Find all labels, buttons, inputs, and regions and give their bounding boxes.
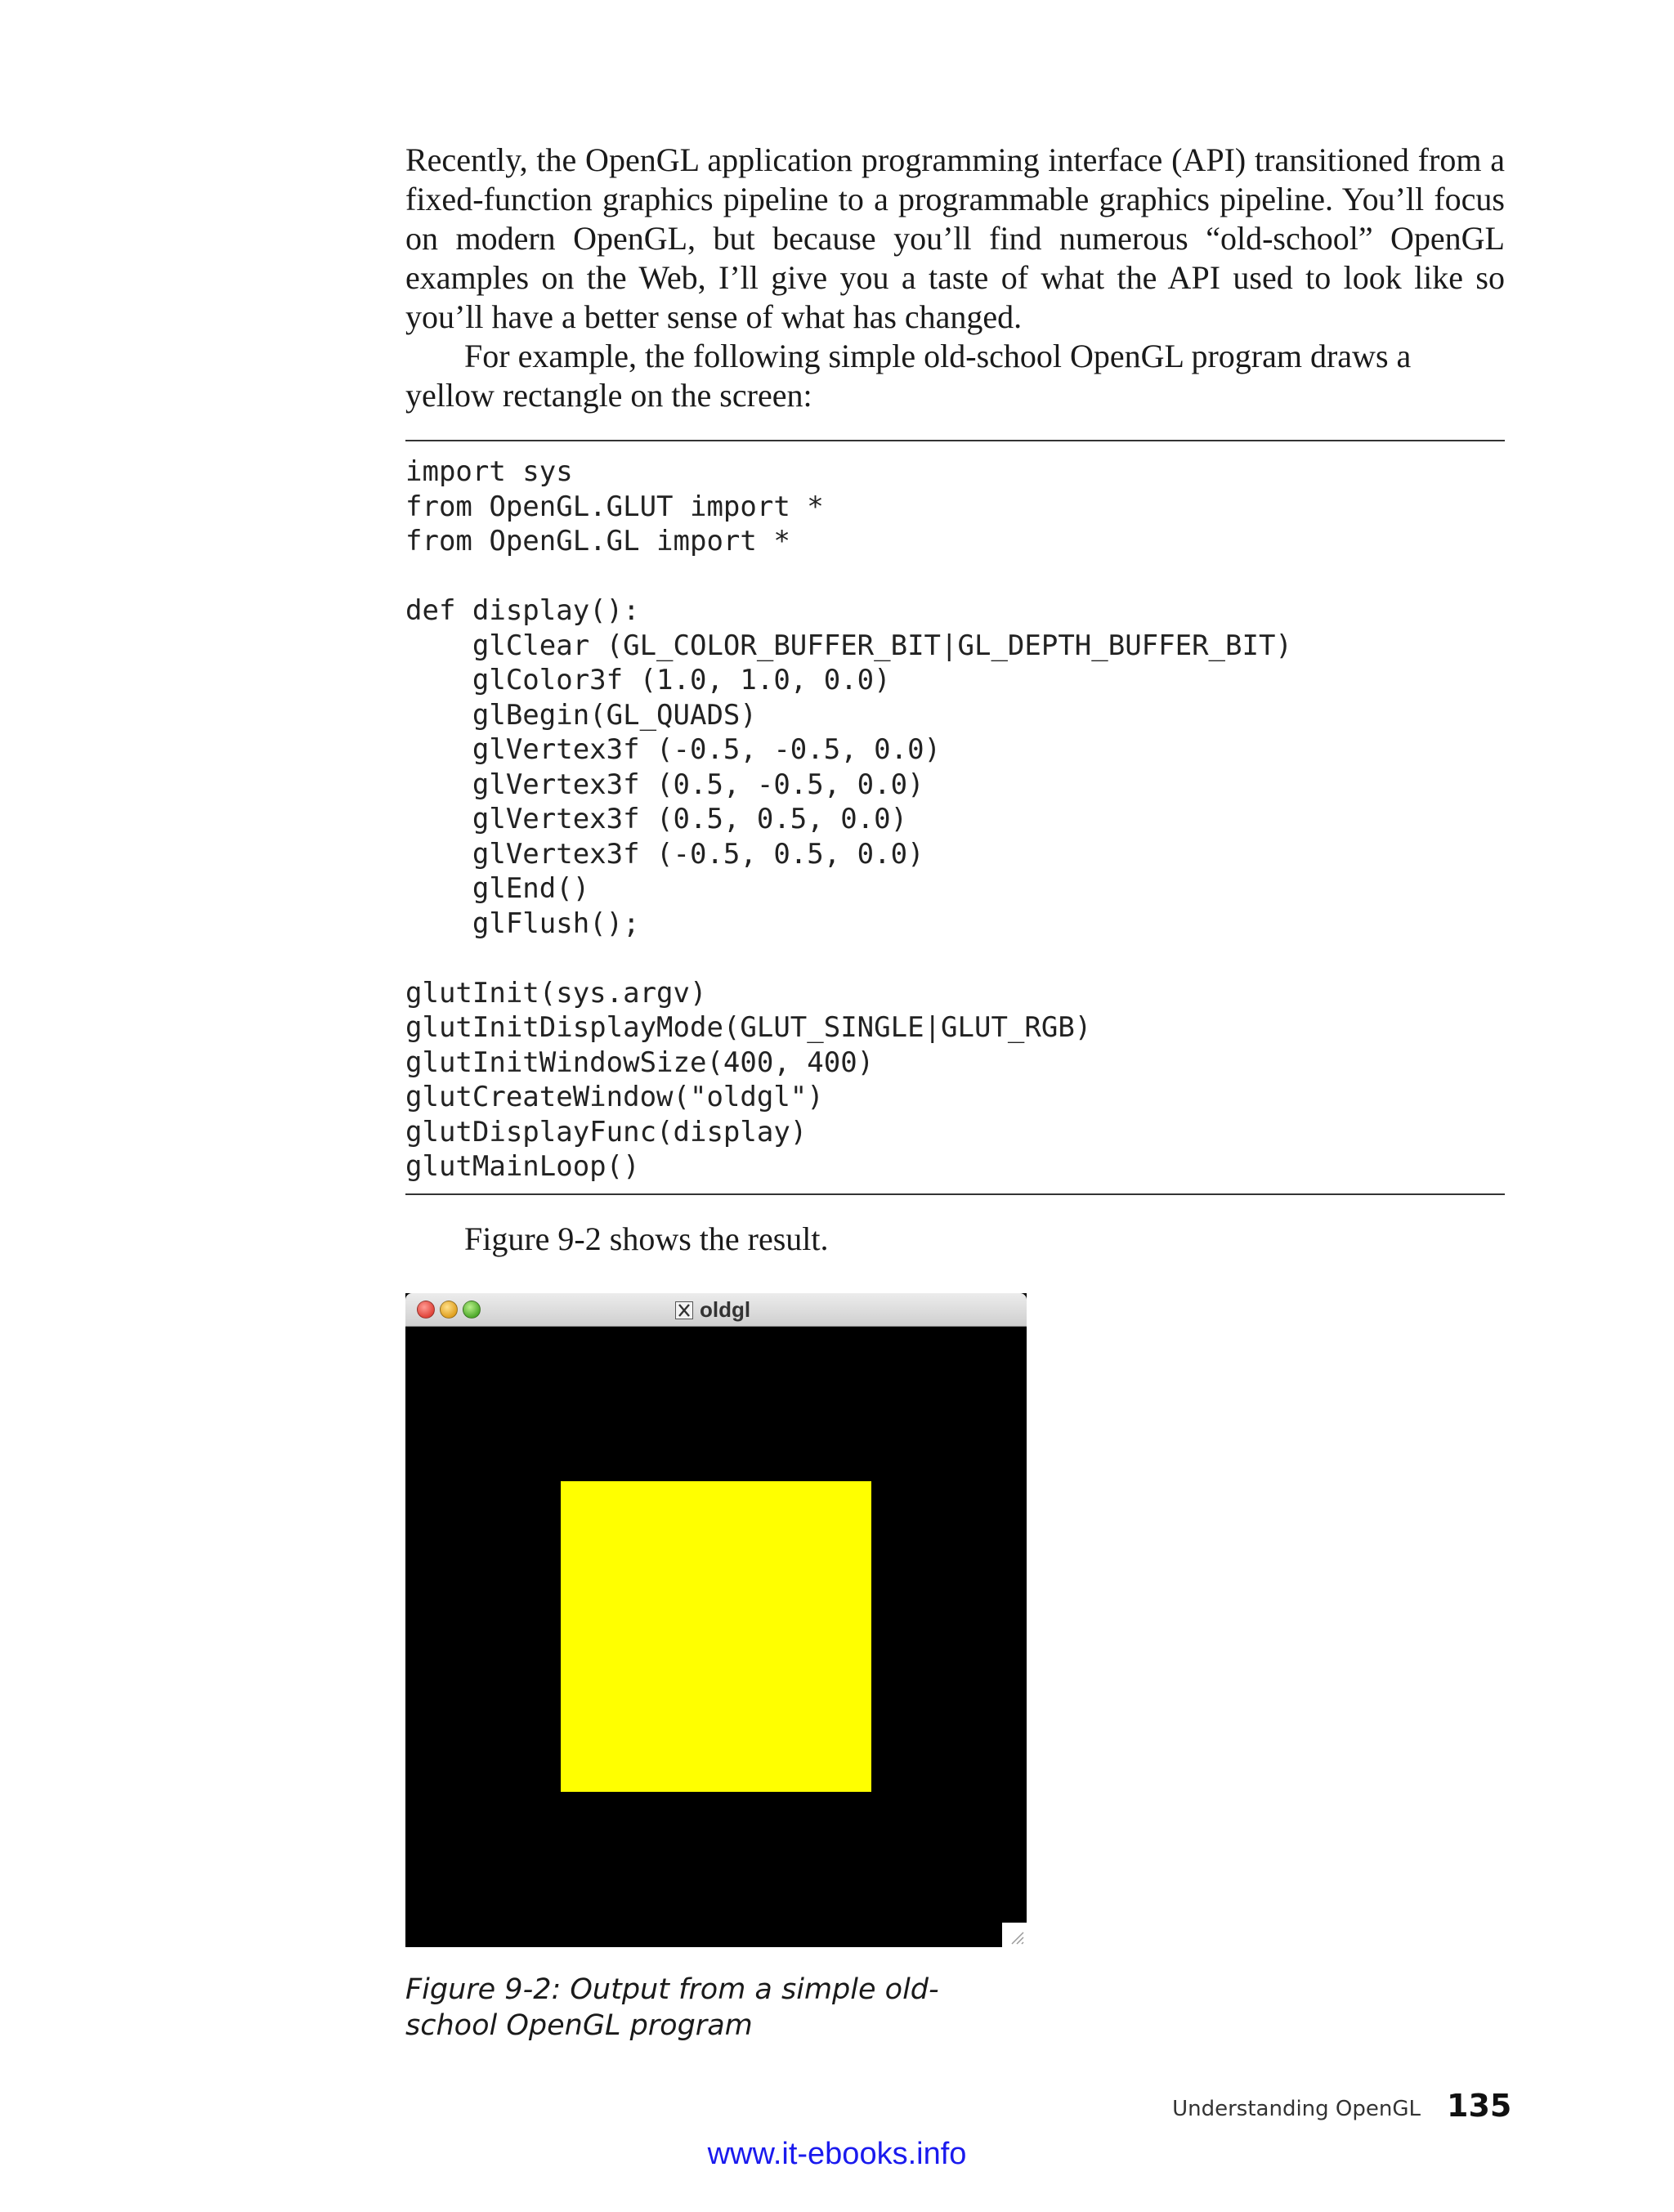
code-top-rule (405, 440, 1505, 441)
oldgl-window (405, 1293, 1027, 1947)
code-line (405, 559, 1505, 594)
code-line (405, 941, 1505, 976)
code-line: glutInitWindowSize(400, 400) (405, 1046, 875, 1079)
minimize-window-button[interactable] (440, 1301, 458, 1319)
resize-grip-icon[interactable] (1002, 1923, 1027, 1947)
paragraph-1-text: Recently, the OpenGL application programming interface (API) transitioned from a fixed-function graphics pipeline to a programmable graphics pipeline. You’ll focus on modern OpenGL, but because you’ll find numerous “old-school” OpenGL examples on the Web, I’ll give you a taste of what the API used to look like so you’ll have a better sense of what has changed. (405, 141, 1505, 335)
code-line: import sys (405, 455, 573, 488)
code-line: glVertex3f (-0.5, 0.5, 0.0) (405, 837, 924, 871)
code-line: glVertex3f (0.5, -0.5, 0.0) (405, 768, 924, 801)
paragraph-2-text: For example, the following simple old-school OpenGL program draws a yellow rectangle on the screen: (405, 338, 1412, 414)
x11-icon (675, 1301, 693, 1319)
code-line: glutInit(sys.argv) (405, 976, 707, 1010)
window-titlebar[interactable] (405, 1293, 1027, 1327)
body-paragraph-2 (405, 337, 1505, 415)
code-line: glFlush(); (405, 907, 640, 940)
code-line: glEnd() (405, 872, 590, 905)
yellow-rectangle (561, 1481, 871, 1792)
close-window-button[interactable] (417, 1301, 435, 1319)
body-paragraph-1 (405, 141, 1505, 337)
code-line: glVertex3f (0.5, 0.5, 0.0) (405, 803, 908, 835)
code-line: glutMainLoop() (405, 1150, 640, 1183)
code-line: from OpenGL.GL import * (405, 525, 790, 557)
figure-caption: Figure 9-2: Output from a simple old-school OpenGL program (405, 1973, 939, 2042)
code-line: glBegin(GL_QUADS) (405, 698, 757, 732)
code-line: glutCreateWindow("oldgl") (405, 1081, 824, 1113)
code-bottom-rule (405, 1193, 1505, 1195)
watermark-link[interactable]: www.it-ebooks.info (707, 2137, 967, 2171)
code-line: glVertex3f (-0.5, -0.5, 0.0) (405, 733, 942, 766)
zoom-window-button[interactable] (463, 1301, 481, 1319)
window-title: oldgl (700, 1297, 751, 1322)
code-line: def display(): (405, 594, 640, 627)
paragraph-3-text: Figure 9-2 shows the result. (464, 1220, 829, 1257)
code-line: glClear (GL_COLOR_BUFFER_BIT|GL_DEPTH_BUFFER_BIT) (405, 629, 1292, 662)
code-line: from OpenGL.GLUT import * (405, 490, 824, 523)
body-paragraph-3 (405, 1220, 1505, 1259)
code-line: glutInitDisplayMode(GLUT_SINGLE|GLUT_RGB) (405, 1011, 1092, 1044)
code-listing (405, 454, 1505, 1190)
running-head: Understanding OpenGL (1172, 2097, 1421, 2121)
code-line: glutDisplayFunc(display) (405, 1115, 808, 1149)
page-number: 135 (1447, 2088, 1512, 2124)
code-line: glColor3f (1.0, 1.0, 0.0) (405, 664, 891, 696)
